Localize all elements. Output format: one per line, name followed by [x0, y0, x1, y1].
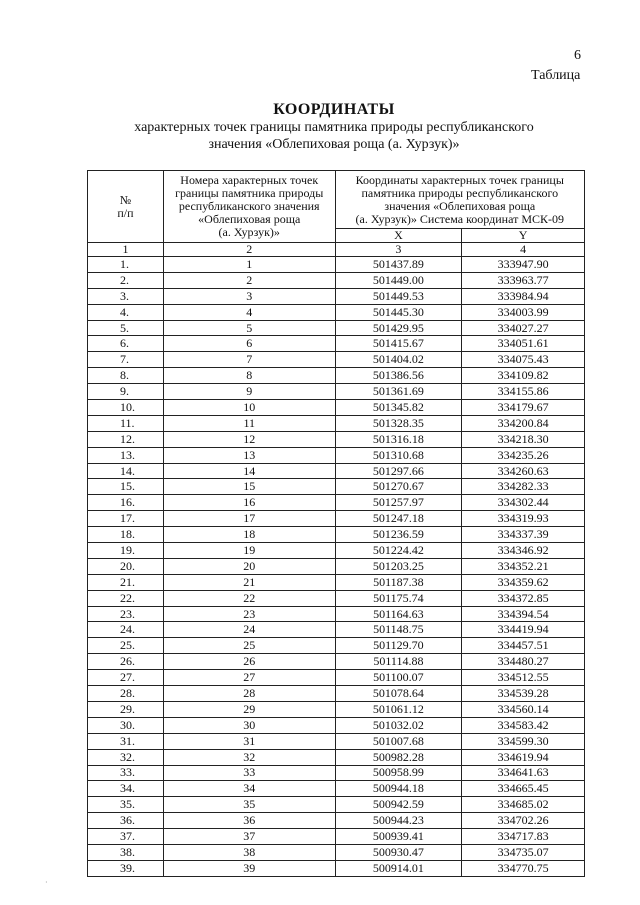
point-number-cell: 14 — [163, 463, 335, 479]
x-coordinate-cell: 501100.07 — [335, 670, 462, 686]
x-coordinate-cell: 501361.69 — [335, 384, 462, 400]
x-coordinate-cell: 500982.28 — [335, 749, 462, 765]
table-row — [88, 320, 585, 336]
row-index-cell: 22. — [88, 590, 164, 606]
point-number-cell: 26 — [163, 654, 335, 670]
point-number-cell: 27 — [163, 670, 335, 686]
row-index-cell: 14. — [88, 463, 164, 479]
point-number-cell: 35 — [163, 797, 335, 813]
row-index-cell: 3. — [88, 288, 164, 304]
x-coordinate-cell: 501386.56 — [335, 368, 462, 384]
row-index-cell: 25. — [88, 638, 164, 654]
header-text: Координаты характерных точек границы — [355, 172, 564, 187]
title-block — [0, 100, 640, 153]
y-coordinate-cell: 334003.99 — [462, 304, 585, 320]
row-index-cell: 2. — [88, 272, 164, 288]
point-number-cell: 31 — [163, 733, 335, 749]
point-number-cell: 38 — [163, 844, 335, 860]
point-number-cell: 22 — [163, 590, 335, 606]
y-coordinate-cell: 334200.84 — [462, 415, 585, 431]
table-row — [88, 733, 585, 749]
index-cell: 3 — [335, 243, 462, 257]
x-coordinate-cell: 501316.18 — [335, 431, 462, 447]
row-index-cell: 38. — [88, 844, 164, 860]
table-row — [88, 622, 585, 638]
x-coordinate-cell: 501007.68 — [335, 733, 462, 749]
index-cell: 2 — [163, 243, 335, 257]
point-number-cell: 37 — [163, 829, 335, 845]
y-coordinate-cell: 334685.02 — [462, 797, 585, 813]
y-coordinate-cell: 334394.54 — [462, 606, 585, 622]
row-index-cell: 26. — [88, 654, 164, 670]
index-cell: 4 — [462, 243, 585, 257]
point-number-cell: 9 — [163, 384, 335, 400]
point-number-cell: 11 — [163, 415, 335, 431]
table-row — [88, 352, 585, 368]
x-coordinate-cell: 500914.01 — [335, 860, 462, 876]
table-row — [88, 336, 585, 352]
y-coordinate-cell: 334155.86 — [462, 384, 585, 400]
x-coordinate-cell: 501148.75 — [335, 622, 462, 638]
point-number-cell: 3 — [163, 288, 335, 304]
x-coordinate-cell: 501236.59 — [335, 527, 462, 543]
header-row-number — [88, 171, 164, 243]
x-coordinate-cell: 501164.63 — [335, 606, 462, 622]
point-number-cell: 28 — [163, 686, 335, 702]
x-coordinate-cell: 501270.67 — [335, 479, 462, 495]
row-index-cell: 19. — [88, 543, 164, 559]
x-coordinate-cell: 500930.47 — [335, 844, 462, 860]
table-row — [88, 431, 585, 447]
table-row — [88, 272, 585, 288]
y-coordinate-cell: 334302.44 — [462, 495, 585, 511]
x-coordinate-cell: 501445.30 — [335, 304, 462, 320]
header-text: Номера характерных точек — [180, 173, 319, 187]
header-coordinates — [335, 171, 584, 229]
point-number-cell: 4 — [163, 304, 335, 320]
point-number-cell: 6 — [163, 336, 335, 352]
x-coordinate-cell: 501032.02 — [335, 717, 462, 733]
table-row — [88, 797, 585, 813]
row-index-cell: 37. — [88, 829, 164, 845]
header-point-numbers — [163, 171, 335, 243]
subtitle-line-2: значения «Облепиховая роща (а. Хурзук)» — [208, 137, 460, 152]
point-number-cell: 15 — [163, 479, 335, 495]
point-number-cell: 18 — [163, 527, 335, 543]
x-coordinate-cell: 501310.68 — [335, 447, 462, 463]
row-index-cell: 35. — [88, 797, 164, 813]
margin-mark: · — [45, 878, 48, 887]
y-coordinate-cell: 334641.63 — [462, 765, 585, 781]
table-row — [88, 558, 585, 574]
row-index-cell: 30. — [88, 717, 164, 733]
x-coordinate-cell: 501297.66 — [335, 463, 462, 479]
row-index-cell: 17. — [88, 511, 164, 527]
table-row — [88, 288, 585, 304]
header-text: значения «Облепиховая роща — [384, 198, 536, 213]
header-text: республиканского значения — [178, 199, 320, 213]
table-row — [88, 829, 585, 845]
table-row — [88, 606, 585, 622]
x-coordinate-cell: 501328.35 — [335, 415, 462, 431]
x-coordinate-cell: 500942.59 — [335, 797, 462, 813]
y-coordinate-cell: 334539.28 — [462, 686, 585, 702]
x-coordinate-cell: 500958.99 — [335, 765, 462, 781]
x-coordinate-cell: 500944.23 — [335, 813, 462, 829]
point-number-cell: 13 — [163, 447, 335, 463]
table-row — [88, 368, 585, 384]
y-coordinate-cell: 334359.62 — [462, 574, 585, 590]
point-number-cell: 10 — [163, 400, 335, 416]
table-row — [88, 765, 585, 781]
row-index-cell: 34. — [88, 781, 164, 797]
y-coordinate-cell: 334179.67 — [462, 400, 585, 416]
x-coordinate-cell: 501129.70 — [335, 638, 462, 654]
point-number-cell: 1 — [163, 257, 335, 273]
point-number-cell: 30 — [163, 717, 335, 733]
y-coordinate-cell: 334735.07 — [462, 844, 585, 860]
row-index-cell: 23. — [88, 606, 164, 622]
point-number-cell: 2 — [163, 272, 335, 288]
point-number-cell: 21 — [163, 574, 335, 590]
point-number-cell: 25 — [163, 638, 335, 654]
header-text: «Облепиховая роща — [198, 212, 301, 226]
row-index-cell: 11. — [88, 415, 164, 431]
row-index-cell: 16. — [88, 495, 164, 511]
point-number-cell: 17 — [163, 511, 335, 527]
table-row — [88, 638, 585, 654]
point-number-cell: 19 — [163, 543, 335, 559]
row-index-cell: 12. — [88, 431, 164, 447]
table-row — [88, 384, 585, 400]
header-y: Y — [462, 229, 585, 243]
point-number-cell: 16 — [163, 495, 335, 511]
row-index-cell: 29. — [88, 701, 164, 717]
row-index-cell: 33. — [88, 765, 164, 781]
x-coordinate-cell: 501175.74 — [335, 590, 462, 606]
header-text: границы памятника природы — [175, 186, 324, 200]
table-row — [88, 479, 585, 495]
x-coordinate-cell: 500939.41 — [335, 829, 462, 845]
x-coordinate-cell: 501257.97 — [335, 495, 462, 511]
x-coordinate-cell: 501404.02 — [335, 352, 462, 368]
table-body — [88, 257, 585, 877]
row-index-cell: 1. — [88, 257, 164, 273]
x-coordinate-cell: 501224.42 — [335, 543, 462, 559]
table-row — [88, 781, 585, 797]
point-number-cell: 12 — [163, 431, 335, 447]
page-number: 6 — [574, 48, 581, 63]
table-row — [88, 590, 585, 606]
y-coordinate-cell: 334702.26 — [462, 813, 585, 829]
table-row — [88, 844, 585, 860]
row-index-cell: 10. — [88, 400, 164, 416]
subtitle-line-1: характерных точек границы памятника природы республиканского — [134, 120, 534, 135]
x-coordinate-cell: 501429.95 — [335, 320, 462, 336]
x-coordinate-cell: 501345.82 — [335, 400, 462, 416]
row-index-cell: 18. — [88, 527, 164, 543]
y-coordinate-cell: 334218.30 — [462, 431, 585, 447]
x-coordinate-cell: 501187.38 — [335, 574, 462, 590]
row-index-cell: 28. — [88, 686, 164, 702]
table-row — [88, 257, 585, 273]
document-title: КООРДИНАТЫ — [273, 101, 395, 118]
row-index-cell: 13. — [88, 447, 164, 463]
row-index-cell: 36. — [88, 813, 164, 829]
table-row — [88, 543, 585, 559]
table-row — [88, 527, 585, 543]
row-index-cell: 5. — [88, 320, 164, 336]
table-row — [88, 749, 585, 765]
table-row — [88, 400, 585, 416]
header-text: (а. Хурзук)» Система координат МСК-09 — [355, 211, 565, 226]
point-number-cell: 20 — [163, 558, 335, 574]
y-coordinate-cell: 334480.27 — [462, 654, 585, 670]
row-index-cell: 15. — [88, 479, 164, 495]
y-coordinate-cell: 334599.30 — [462, 733, 585, 749]
y-coordinate-cell: 334051.61 — [462, 336, 585, 352]
y-coordinate-cell: 333963.77 — [462, 272, 585, 288]
x-coordinate-cell: 501449.53 — [335, 288, 462, 304]
point-number-cell: 24 — [163, 622, 335, 638]
x-coordinate-cell: 501415.67 — [335, 336, 462, 352]
y-coordinate-cell: 334235.26 — [462, 447, 585, 463]
point-number-cell: 5 — [163, 320, 335, 336]
header-text: (а. Хурзук)» — [218, 225, 280, 239]
point-number-cell: 23 — [163, 606, 335, 622]
table-row — [88, 415, 585, 431]
point-number-cell: 32 — [163, 749, 335, 765]
y-coordinate-cell: 334512.55 — [462, 670, 585, 686]
row-index-cell: 7. — [88, 352, 164, 368]
point-number-cell: 8 — [163, 368, 335, 384]
x-coordinate-cell: 501449.00 — [335, 272, 462, 288]
table-row — [88, 511, 585, 527]
y-coordinate-cell: 334583.42 — [462, 717, 585, 733]
point-number-cell: 33 — [163, 765, 335, 781]
y-coordinate-cell: 334337.39 — [462, 527, 585, 543]
y-coordinate-cell: 334457.51 — [462, 638, 585, 654]
y-coordinate-cell: 334352.21 — [462, 558, 585, 574]
y-coordinate-cell: 334665.45 — [462, 781, 585, 797]
table-row — [88, 654, 585, 670]
table-row — [88, 717, 585, 733]
table-row — [88, 463, 585, 479]
y-coordinate-cell: 334075.43 — [462, 352, 585, 368]
x-coordinate-cell: 500944.18 — [335, 781, 462, 797]
row-index-cell: 31. — [88, 733, 164, 749]
row-index-cell: 32. — [88, 749, 164, 765]
row-index-cell: 6. — [88, 336, 164, 352]
point-number-cell: 36 — [163, 813, 335, 829]
index-cell: 1 — [88, 243, 164, 257]
x-coordinate-cell: 501247.18 — [335, 511, 462, 527]
y-coordinate-cell: 334109.82 — [462, 368, 585, 384]
table-row — [88, 670, 585, 686]
row-index-cell: 9. — [88, 384, 164, 400]
header-pp: п/п — [117, 205, 134, 220]
row-index-cell: 27. — [88, 670, 164, 686]
y-coordinate-cell: 334372.85 — [462, 590, 585, 606]
y-coordinate-cell: 334419.94 — [462, 622, 585, 638]
coordinates-table — [87, 170, 585, 877]
y-coordinate-cell: 334717.83 — [462, 829, 585, 845]
row-index-cell: 20. — [88, 558, 164, 574]
point-number-cell: 39 — [163, 860, 335, 876]
row-index-cell: 24. — [88, 622, 164, 638]
table-row — [88, 860, 585, 876]
header-text: памятника природы республиканского — [361, 185, 559, 200]
y-coordinate-cell: 333984.94 — [462, 288, 585, 304]
table-row — [88, 574, 585, 590]
point-number-cell: 7 — [163, 352, 335, 368]
y-coordinate-cell: 334619.94 — [462, 749, 585, 765]
table-row — [88, 813, 585, 829]
y-coordinate-cell: 334319.93 — [462, 511, 585, 527]
row-index-cell: 4. — [88, 304, 164, 320]
header-x: X — [335, 229, 462, 243]
row-index-cell: 21. — [88, 574, 164, 590]
table-label: Таблица — [531, 68, 581, 83]
table-row — [88, 701, 585, 717]
header-number-sign: № — [119, 192, 132, 207]
y-coordinate-cell: 334560.14 — [462, 701, 585, 717]
table-row — [88, 495, 585, 511]
x-coordinate-cell: 501078.64 — [335, 686, 462, 702]
table-row — [88, 447, 585, 463]
table-row — [88, 686, 585, 702]
table-row — [88, 304, 585, 320]
x-coordinate-cell: 501061.12 — [335, 701, 462, 717]
y-coordinate-cell: 334027.27 — [462, 320, 585, 336]
y-coordinate-cell: 334346.92 — [462, 543, 585, 559]
x-coordinate-cell: 501203.25 — [335, 558, 462, 574]
y-coordinate-cell: 333947.90 — [462, 257, 585, 273]
row-index-cell: 39. — [88, 860, 164, 876]
x-coordinate-cell: 501437.89 — [335, 257, 462, 273]
y-coordinate-cell: 334282.33 — [462, 479, 585, 495]
point-number-cell: 29 — [163, 701, 335, 717]
x-coordinate-cell: 501114.88 — [335, 654, 462, 670]
point-number-cell: 34 — [163, 781, 335, 797]
y-coordinate-cell: 334770.75 — [462, 860, 585, 876]
y-coordinate-cell: 334260.63 — [462, 463, 585, 479]
row-index-cell: 8. — [88, 368, 164, 384]
